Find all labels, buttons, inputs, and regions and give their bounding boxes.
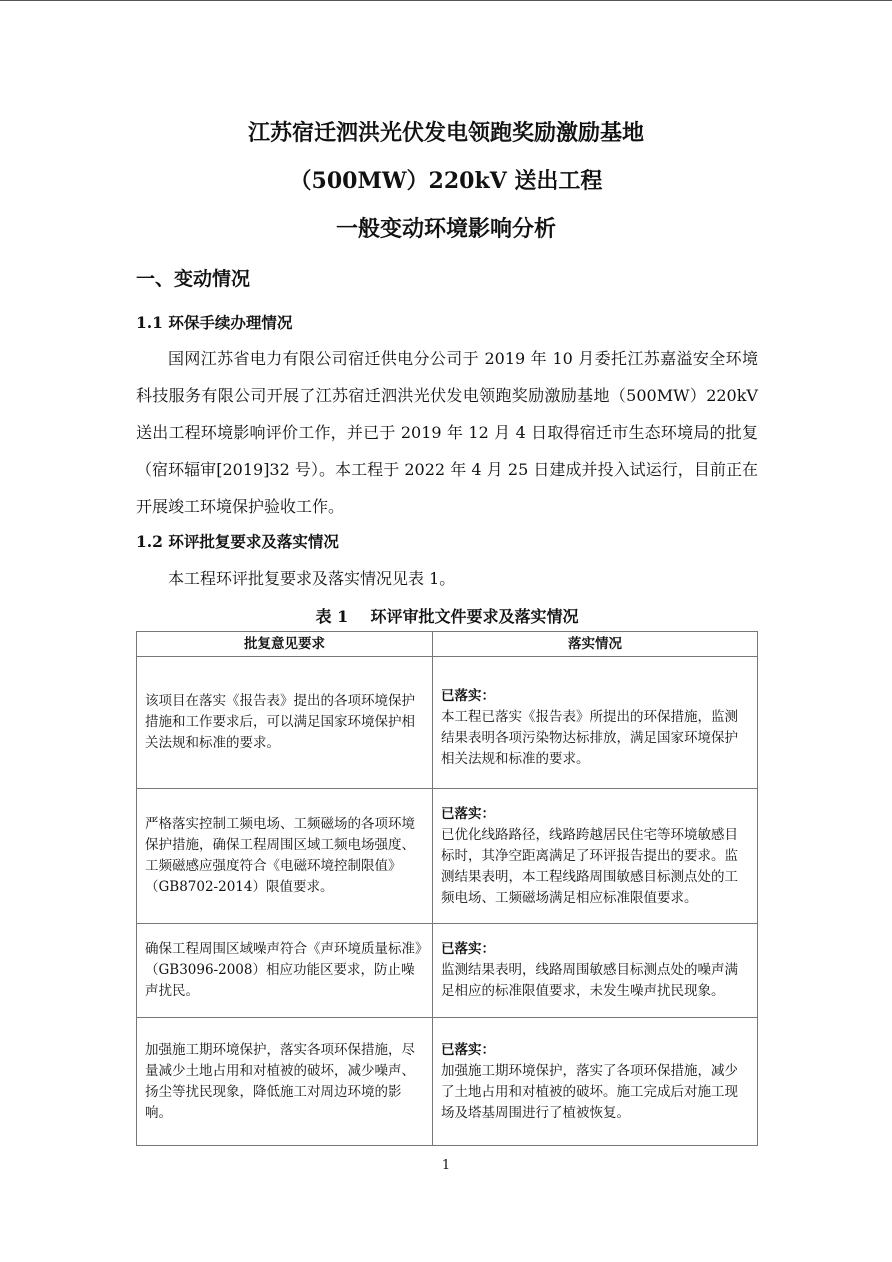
procedures-paragraph: 国网江苏省电力有限公司宿迁供电分公司于 2019 年 10 月委托江苏嘉溢安全环境科技服务有限公司开展了江苏宿迁泗洪光伏发电领跑奖励激励基地（500MW）220kV 送出工程环境影响评价工作，并已于 2019 年 12 月 4 日取得宿迁市生态环境局的批复（宿环辐审[2019]32 号）。本工程于 2022 年 4 月 25 日建成并投入试运行，目前正在开展竣工环境保护验收工作。 xyxy=(136,349,758,516)
approval-paragraph: 本工程环评批复要求及落实情况见表 1。 xyxy=(168,569,456,588)
status-cell xyxy=(433,657,758,789)
document-title-line-3: 一般变动环境影响分析 xyxy=(335,216,556,242)
table-header-status: 落实情况 xyxy=(433,632,758,657)
table-row xyxy=(137,657,758,789)
table-caption: 表 1 环评审批文件要求及落实情况 xyxy=(315,607,579,626)
requirements-table xyxy=(136,631,758,1146)
status-label: 已落实： xyxy=(441,805,495,822)
status-label: 已落实： xyxy=(441,687,495,704)
document-title-line-2: （500MW）220kV 送出工程 xyxy=(289,168,603,194)
subsection-heading-procedures: 1.1 环保手续办理情况 xyxy=(136,313,293,332)
requirement-cell: 严格落实控制工频电场、工频磁场的各项环境保护措施，确保工程周围区域工频电场强度、工频磁感应强度符合《电磁环境控制限值》（GB8702-2014）限值要求。 xyxy=(137,789,433,924)
status-text: 已优化线路路径，线路跨越居民住宅等环境敏感目标时，其净空距离满足了环评报告提出的要求。监测结果表明，本工程线路周围敏感目标测点处的工频电场、工频磁场满足相应标准限值要求。 xyxy=(441,826,738,906)
status-cell xyxy=(433,924,758,1018)
requirement-cell: 确保工程周围区域噪声符合《声环境质量标准》（GB3096-2008）相应功能区要求，防止噪声扰民。 xyxy=(137,924,433,1018)
requirement-cell: 加强施工期环境保护，落实各项环保措施，尽量减少土地占用和对植被的破坏，减少噪声、扬尘等扰民现象，降低施工对周边环境的影响。 xyxy=(137,1018,433,1146)
status-text: 加强施工期环境保护，落实了各项环保措施，减少了土地占用和对植被的破坏。施工完成后对施工现场及塔基周围进行了植被恢复。 xyxy=(441,1062,738,1121)
page-top-rule xyxy=(0,0,892,1)
status-label: 已落实： xyxy=(441,1041,495,1058)
status-text: 监测结果表明，线路周围敏感目标测点处的噪声满足相应的标准限值要求，未发生噪声扰民现象。 xyxy=(441,962,738,999)
table-header-row xyxy=(137,632,758,657)
status-cell xyxy=(433,789,758,924)
table-row xyxy=(137,789,758,924)
status-text: 本工程已落实《报告表》所提出的环保措施，监测结果表明各项污染物达标排放，满足国家环境保护相关法规和标准的要求。 xyxy=(441,708,738,767)
status-label: 已落实： xyxy=(441,941,495,957)
requirement-cell: 该项目在落实《报告表》提出的各项环境保护措施和工作要求后，可以满足国家环境保护相关法规和标准的要求。 xyxy=(137,657,433,789)
page-number: 1 xyxy=(441,1158,451,1173)
table-row xyxy=(137,924,758,1018)
section-heading-changes: 一、变动情况 xyxy=(136,268,251,290)
subsection-heading-approval: 1.2 环评批复要求及落实情况 xyxy=(136,532,339,551)
table-row xyxy=(137,1018,758,1146)
document-title-line-1: 江苏宿迁泗洪光伏发电领跑奖励激励基地 xyxy=(247,120,644,146)
status-cell xyxy=(433,1018,758,1146)
table-header-requirement: 批复意见要求 xyxy=(137,632,433,657)
